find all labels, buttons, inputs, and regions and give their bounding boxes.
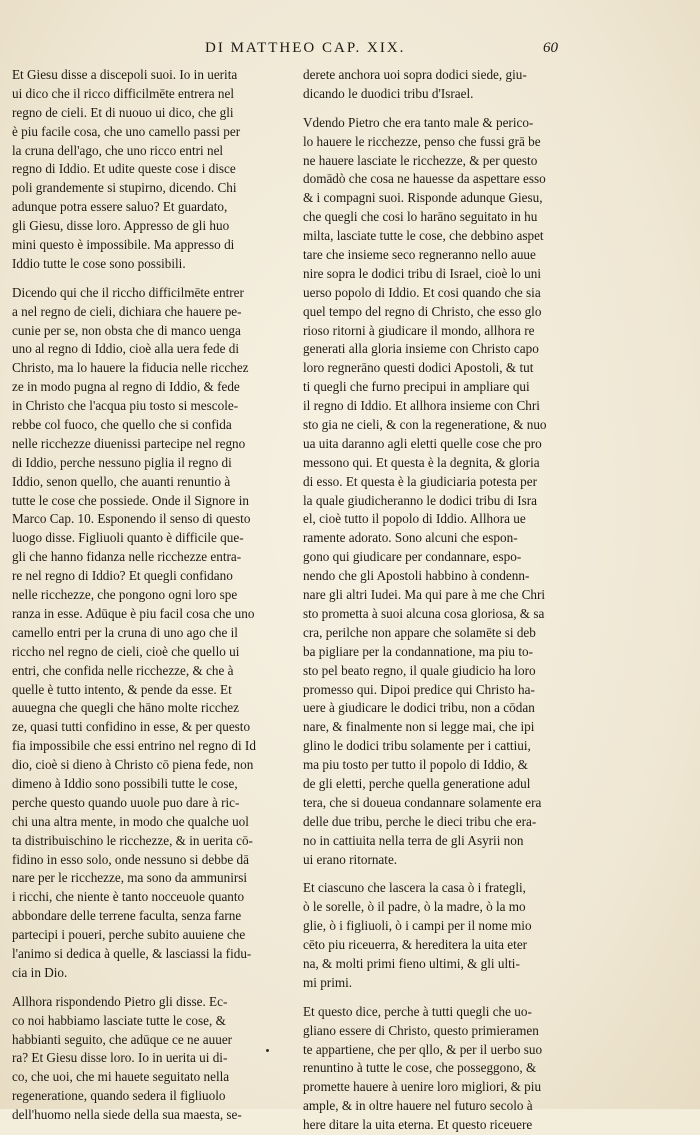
text-line: co, che uoi, che mi hauete seguitato nella <box>12 1069 230 1085</box>
text-line: entri, che confida nelle ricchezze, & che à <box>12 662 234 678</box>
paragraph-gap <box>303 993 585 1003</box>
text-line: habbianti seguito, che adūque ce ne auuer <box>12 1031 233 1047</box>
text-line: i ricchi, che niente è tanto nocceuole quanto <box>12 889 245 905</box>
text-line: di esso. Et questa è la giudiciaria potesta per <box>303 473 538 489</box>
text-line: Allhora rispondendo Pietro gli disse. Ec- <box>12 993 228 1009</box>
paragraph <box>303 66 585 104</box>
text-line: rioso ritorni à giudicare il mondo, allhora re <box>303 322 535 338</box>
text-line: promesso qui. Dipoi predice qui Christo ha- <box>303 681 535 697</box>
text-line: rebbe col fuoco, che quello che si confida <box>12 417 232 433</box>
text-line: ba pigliare per la condannatione, ma piu to- <box>303 643 533 659</box>
text-line: di Iddio, perche nessuno piglia il regno di <box>12 454 232 470</box>
text-line: ui dico che il ricco difficilmēte entrera nel <box>12 85 235 101</box>
text-line: derete anchora uoi sopra dodici siede, giu- <box>303 67 527 82</box>
paragraph <box>303 879 585 992</box>
paragraph-gap <box>12 983 285 993</box>
text-line: il regno di Iddio. Et allhora insieme con Chri <box>303 398 540 414</box>
text-line: è piu facile cosa, che uno camello passi per <box>12 123 241 139</box>
text-line: mi primi. <box>303 974 353 990</box>
text-line: la quale giudicheranno le dodici tribu di Isra <box>303 492 538 508</box>
text-line: ma piu tosto per tutto il popolo di Iddio, & <box>303 757 528 773</box>
text-line: perche questo quando uuole puo dare à ric- <box>12 794 240 810</box>
text-line: delle due tribu, perche le dieci tribu che era- <box>303 813 537 829</box>
text-line: dicando le duodici tribu d'Israel. <box>303 85 474 101</box>
text-line: ne hauere lasciate le ricchezze, & per questo <box>303 152 538 168</box>
text-line: glie, ò i figliuoli, ò i campi per il nome mio <box>303 918 532 934</box>
text-line: regno di Iddio. Et udite queste cose i disce <box>12 161 236 177</box>
text-line: Iddio tutte le cose sono possibili. <box>12 255 186 271</box>
text-line: camello entri per la cruna di uno ago che il <box>12 624 238 640</box>
paragraph-gap <box>303 869 585 879</box>
paragraph-gap <box>12 274 285 284</box>
text-line: ò le sorelle, ò il padre, ò la madre, ò la mo <box>303 899 526 915</box>
text-line: no in cattiuita nella terra de gli Asyrii non <box>303 832 524 848</box>
text-line: nare gli altri Iudei. Ma qui pare à me che Chri <box>303 587 546 603</box>
text-line: co noi habbiamo lasciate tutte le cose, & <box>12 1012 226 1028</box>
text-line: fidino in esso solo, onde nessuno si debbe dā <box>12 851 249 867</box>
text-line: tutte le cose che possiede. Onde il Signore in <box>12 492 249 508</box>
text-line: cēto piu riceuerra, & hereditera la uita eter <box>303 937 528 953</box>
text-line: promette hauere à uenire loro migliori, & piu <box>303 1079 542 1095</box>
text-line: a nel regno de cieli, dichiara che hauere pe- <box>12 303 242 319</box>
text-line: dio, cioè si dieno à Christo cō piena fede, non <box>12 757 254 773</box>
text-line: quelle è tutto intento, & pende da esse. Et <box>12 681 232 697</box>
text-line: ample, & in oltre hauere nel futuro secolo à <box>303 1098 533 1114</box>
text-line: regeneratione, quando sedera il figliuolo <box>12 1088 226 1104</box>
text-line: de gli eletti, perche quella generatione adul <box>303 775 531 791</box>
text-line: sto prometta à suoi alcuna cosa gloriosa, & sa <box>303 605 545 621</box>
text-line: la cruna dell'ago, che uno ricco entri nel <box>12 142 224 158</box>
right-column <box>303 66 585 1135</box>
text-line: luogo disse. Figliuoli quanto è difficile que- <box>12 530 244 546</box>
paragraph <box>12 993 285 1125</box>
text-line: nire sopra le dodici tribu di Israel, cioè lo uni <box>303 265 542 281</box>
text-line: Et ciascuno che lascera la casa ò i frategli, <box>303 880 526 896</box>
text-line: ranza in esse. Adūque è piu facil cosa che uno <box>12 605 255 621</box>
text-line: generati alla gloria insieme con Christo capo <box>303 341 539 357</box>
text-line: milta, lasciate tutte le cose, che debbino aspet <box>303 228 544 244</box>
text-line: Et Giesu disse a discepoli suoi. Io in uerita <box>12 67 238 82</box>
text-line: regno de cieli. Et di nuouo ui dico, che gli <box>12 104 234 120</box>
text-line: Vdendo Pietro che era tanto male & perico- <box>303 114 534 130</box>
text-line: messono qui. Et questa è la degnita, & gloria <box>303 454 540 470</box>
text-line: & i compagni suoi. Risponde adunque Giesu, <box>303 190 543 206</box>
text-line: ze, quasi tutti confidino in esse, & per questo <box>12 719 251 735</box>
paragraph <box>12 66 285 274</box>
text-line: nendo che gli Apostoli habbino à condenn- <box>303 568 530 584</box>
text-line: ra? Et Giesu disse loro. Io in uerita ui di- <box>12 1050 228 1066</box>
text-line: cia in Dio. <box>12 964 68 980</box>
text-line: Iddio, senon quello, che auanti renuntio à <box>12 473 231 489</box>
text-line: Dicendo qui che il riccho difficilmēte entrer <box>12 284 244 300</box>
text-line: ta distribuischino le ricchezze, & in uerita cō- <box>12 832 253 848</box>
text-line: tare che insieme seco regneranno nello auue <box>303 247 536 263</box>
left-column <box>12 66 285 1125</box>
text-line: Et questo dice, perche à tutti quegli che uo- <box>303 1003 532 1019</box>
text-line: ui erano ritornate. <box>303 851 398 867</box>
text-line: re nel regno di Iddio? Et quegli confidano <box>12 568 233 584</box>
text-line: ua uita daranno agli eletti quelle cose che pro <box>303 435 542 451</box>
text-line: lo hauere le ricchezze, penso che fussi grā be <box>303 133 541 149</box>
text-line: tera, che si doueua condannare solamente era <box>303 794 542 810</box>
text-line: el, cioè tutto il popolo di Iddio. Allhora ue <box>303 511 526 527</box>
text-line: uerso popolo di Iddio. Et cosi quando che sia <box>303 284 541 300</box>
text-line: che quegli che cosi lo harāno seguitato in hu <box>303 209 538 225</box>
text-line: na, & molti primi fieno ultimi, & gli ulti- <box>303 955 520 971</box>
text-line: cra, perilche non appare che solamēte si deb <box>303 624 536 640</box>
text-line: auuegna che quegli che hāno molte ricchez <box>12 700 240 716</box>
text-line: glino le dodici tribu solamente per i cattiui, <box>303 738 531 754</box>
text-line: ti quegli che furno precipui in ampliare qui <box>303 379 530 395</box>
text-line: nelle ricchezze diuenissi partecipe nel regno <box>12 435 246 451</box>
text-line: chi una altra mente, in modo che qualche uol <box>12 813 249 829</box>
text-line: Marco Cap. 10. Esponendo il senso di questo <box>12 511 251 527</box>
paragraph <box>12 284 285 983</box>
text-line: dimeno à Iddio sono possibili tutte le cose, <box>12 775 238 791</box>
text-line: adunque potra essere saluo? Et guardato, <box>12 199 228 215</box>
text-line: gliano essere di Christo, questo primieramen <box>303 1022 539 1038</box>
text-line: abbondare delle terrene faculta, senza farne <box>12 908 242 924</box>
text-line: cunie per se, non obsta che di manco uenga <box>12 322 241 338</box>
text-line: gli che hanno fidanza nelle ricchezze entra- <box>12 549 242 565</box>
text-line: gli Giesu, disse loro. Appresso de gli huo <box>12 218 230 234</box>
text-line: l'animo si dedica à quelle, & lasciassi la fidu- <box>12 945 252 961</box>
text-line: nare, & finalmente non si legge mai, che ipi <box>303 719 535 735</box>
text-line: sto pel beato regno, il quale giudicio ha loro <box>303 662 536 678</box>
text-line: Christo, ma lo hauere la fiducia nelle ricchez <box>12 360 249 376</box>
paragraph <box>303 114 585 870</box>
paragraph-gap <box>303 104 585 114</box>
text-line: dell'huomo nella siede della sua maesta, se- <box>12 1107 242 1123</box>
text-line: poli grandemente si stupirno, dicendo. Chi <box>12 180 237 196</box>
text-line: uno al regno di Iddio, cioè alla uera fede di <box>12 341 240 357</box>
ink-dot <box>266 1049 269 1052</box>
text-line: fia impossibile che essi entrino nel regno di Id <box>12 738 256 754</box>
text-line: ramente adorato. Sono alcuni che espon- <box>303 530 518 546</box>
paragraph <box>303 1003 585 1135</box>
text-line: ze in modo pugna al regno di Iddio, & fede <box>12 379 240 395</box>
text-line: mini questo è impossibile. Ma appresso di <box>12 237 235 253</box>
text-line: riccho nel regno de cieli, cioè che quello ui <box>12 643 240 659</box>
text-line: domādò che cosa ne hauesse da aspettare esso <box>303 171 546 187</box>
text-line: sto gia ne cieli, & con la regeneratione, & nuo <box>303 417 547 433</box>
text-line: te appartiene, che per qllo, & per il uerbo suo <box>303 1041 543 1057</box>
text-line: gono qui giudicare per condannare, espo- <box>303 549 522 565</box>
text-line: partecipi i poueri, perche subito auuiene che <box>12 927 246 943</box>
text-line: quel tempo del regno di Christo, che esso glo <box>303 303 542 319</box>
text-line: nelle ricchezze, che pongono ogni loro spe <box>12 587 238 603</box>
text-line: loro regnerāno questi dodici Apostoli, & tut <box>303 360 534 376</box>
page-number: 60 <box>543 40 558 56</box>
text-line: nare per le ricchezze, ma sono da ammunirsi <box>12 870 248 886</box>
text-line: here ditare la uita eterna. Et questo riceuere <box>303 1117 533 1133</box>
running-header <box>0 40 700 62</box>
text-line: in Christo che l'acqua piu tosto si mescole- <box>12 398 239 414</box>
running-title: DI MATTHEO CAP. XIX. <box>205 40 406 56</box>
text-line: renuntino à tutte le cose, che posseggono, & <box>303 1060 537 1076</box>
text-line: uere à giudicare le dodici tribu, non a cōdan <box>303 700 535 716</box>
